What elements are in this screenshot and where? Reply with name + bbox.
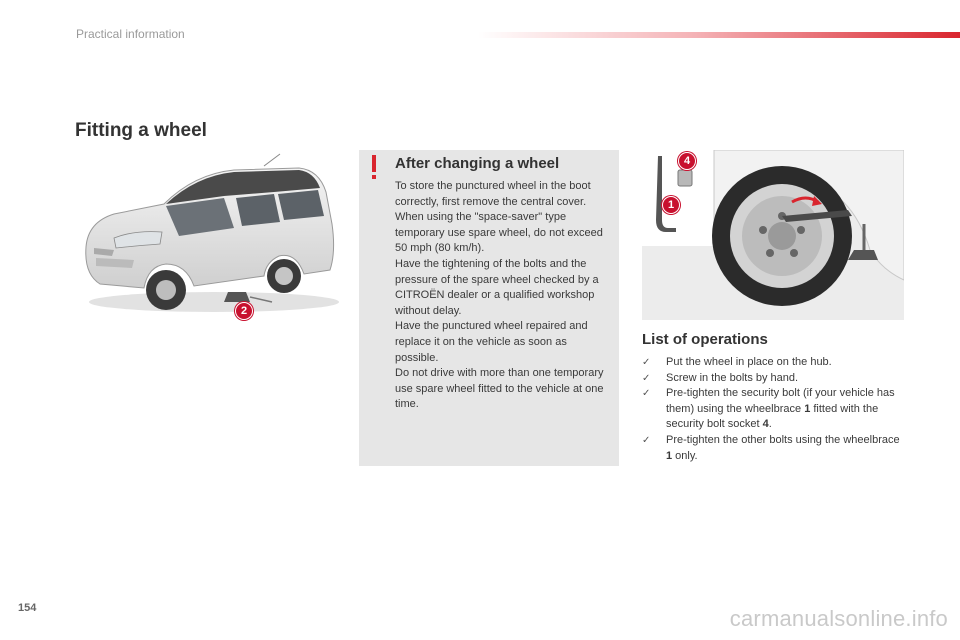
operation-item xyxy=(642,371,904,387)
operation-text: . xyxy=(768,418,772,431)
checkbox-icon: ✓ xyxy=(642,357,651,368)
operation-ref-number: 1 xyxy=(666,449,673,462)
operation-text: Screw in the bolts by hand. xyxy=(666,371,799,384)
wheel-illustration xyxy=(642,150,904,320)
operation-ref-number: 1 xyxy=(804,402,811,415)
operation-text: Pre-tighten the other bolts using the wheelbrace xyxy=(666,433,900,446)
car-drawing xyxy=(74,152,344,324)
operation-item xyxy=(642,433,904,464)
checkbox-icon: ✓ xyxy=(642,434,651,446)
watermark: carmanualsonline.info xyxy=(729,606,948,631)
operation-text: fitted with the security bolt socket xyxy=(666,402,879,431)
warning-exclamation-icon xyxy=(369,153,379,181)
warning-paragraph: To store the punctured wheel in the boot correctly, first remove the central cover. xyxy=(395,180,591,208)
header-accent-bar xyxy=(478,32,960,38)
section-label: Practical information xyxy=(76,27,185,41)
page-number: 154 xyxy=(18,602,37,614)
operation-text: only. xyxy=(672,449,698,462)
warning-paragraph: Have the tightening of the bolts and the pressure of the spare wheel checked by a CITROËN dealer or a qualified workshop without delay. xyxy=(395,257,599,317)
warning-paragraph: Have the punctured wheel repaired and replace it on the vehicle as soon as possible. xyxy=(395,320,588,364)
operation-text: Pre-tighten the security bolt (if your vehicle has them) using the wheelbrace xyxy=(666,387,895,415)
callout-badge-1: 1 xyxy=(662,196,680,214)
operation-item xyxy=(642,386,904,433)
operations-list xyxy=(642,355,904,464)
warning-title: After changing a wheel xyxy=(395,155,560,172)
wheel-drawing xyxy=(642,150,904,320)
checkbox-icon: ✓ xyxy=(642,388,651,400)
checkbox-icon: ✓ xyxy=(642,372,651,384)
page-title: Fitting a wheel xyxy=(75,120,207,141)
callout-badge-2: 2 xyxy=(235,302,253,320)
car-illustration xyxy=(74,152,344,324)
operations-title: List of operations xyxy=(642,331,768,348)
operation-text: Put the wheel in place on the hub. xyxy=(666,356,832,368)
warning-paragraph: Do not drive with more than one temporary use spare wheel fitted to the vehicle at one time. xyxy=(395,367,604,411)
warning-paragraph: When using the "space-saver" type temporary use spare wheel, do not exceed 50 mph (80 km/h). xyxy=(395,211,603,255)
callout-badge-4: 4 xyxy=(678,152,696,170)
operation-item xyxy=(642,355,904,371)
warning-body xyxy=(395,179,613,413)
operation-ref-number: 4 xyxy=(762,418,769,431)
